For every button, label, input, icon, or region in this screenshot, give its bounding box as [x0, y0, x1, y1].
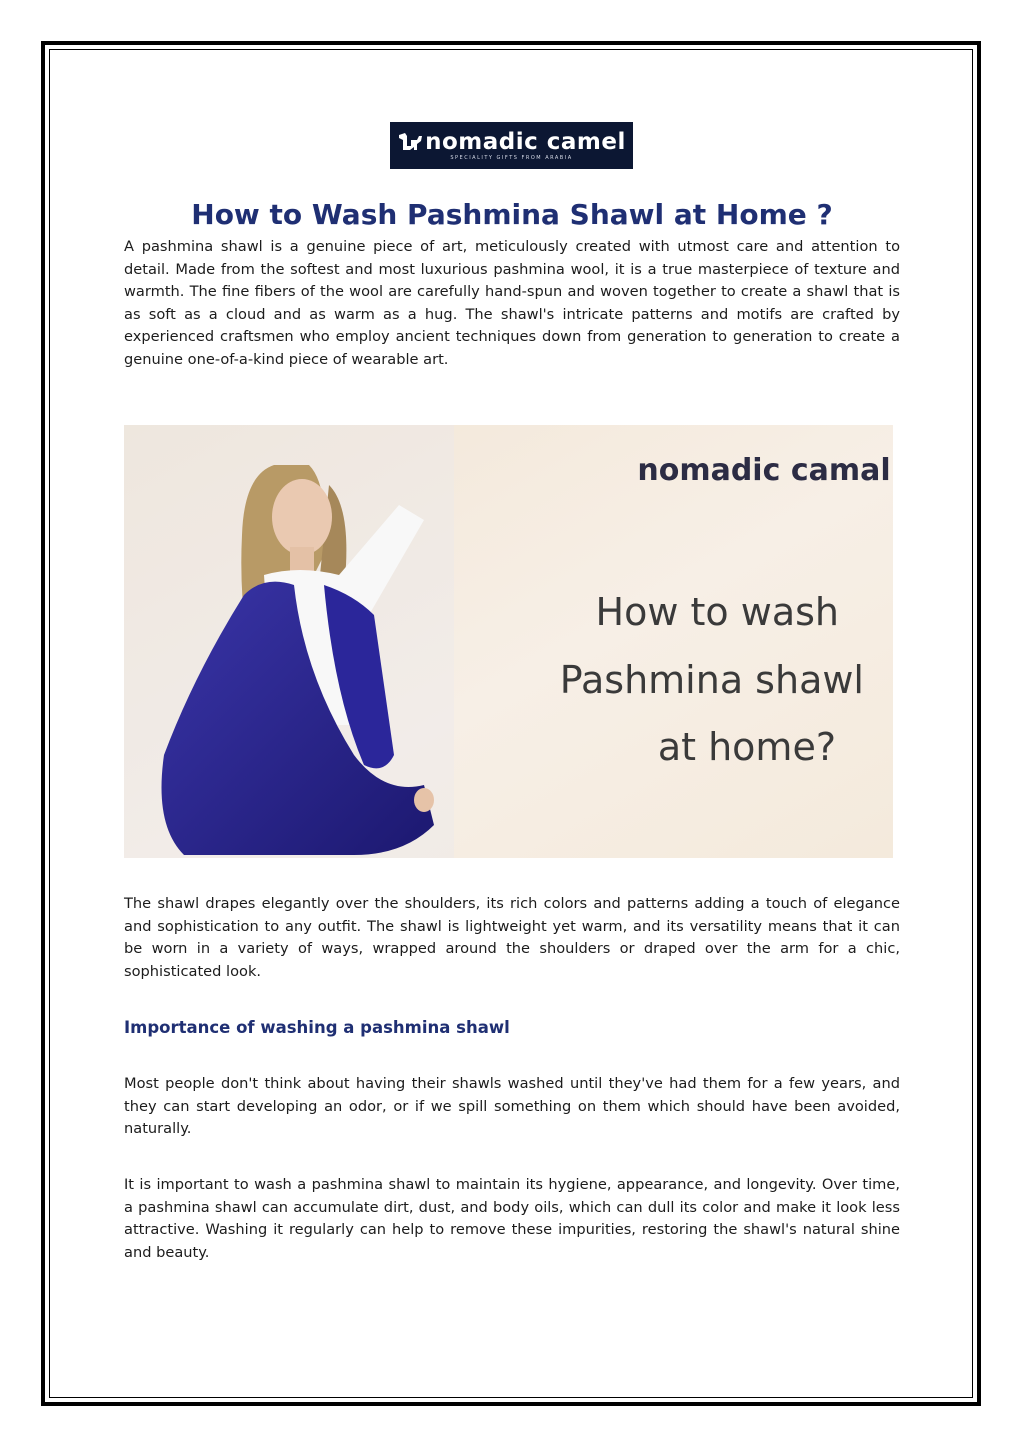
hero-caption-line-2: Pashmina shawl: [559, 658, 864, 702]
odor-paragraph: Most people don't think about having their shawls washed until they've had them for a few years, and they can start developing an odor, or if we spill something on them which should have been avoided, naturally.: [124, 1075, 900, 1138]
camel-icon: [397, 130, 423, 154]
drape-paragraph: The shawl drapes elegantly over the shoulders, its rich colors and patterns adding a touch of elegance and sophistication to any outfit. The shawl is lightweight yet warm, and its versatility means that it can be worn in a variety of ways, wrapped around the shoulders or draped over the arm for a chic, sophisticated look.: [124, 895, 900, 980]
article-title: How to Wash Pashmina Shawl at Home ?: [191, 198, 833, 231]
intro-paragraph: A pashmina shawl is a genuine piece of art, meticulously created with utmost care and attention to detail. Made from the softest and most luxurious pashmina wool, it is a true masterpiece of texture and warmth. The fine fibers of the wool are carefully hand-spun and woven together to create a shawl that is as soft as a cloud and as warm as a hug. The shawl's intricate patterns and motifs are crafted by experienced craftsmen who employ ancient techniques down from generation to generation to create a genuine one-of-a-kind piece of wearable art.: [124, 238, 900, 368]
brand-logo[interactable]: [390, 122, 633, 169]
section-heading: Importance of washing a pashmina shawl: [124, 1018, 510, 1037]
logo-tagline: SPECIALITY GIFTS FROM ARABIA: [450, 155, 573, 161]
hero-image: [124, 425, 893, 858]
hygiene-paragraph: It is important to wash a pashmina shawl to maintain its hygiene, appearance, and longevity. Over time, a pashmina shawl can accumulate dirt, dust, and body oils, which can dull its color and make it look less attractive. Washing it regularly can help to remove these impurities, restoring the shawl's natural shine and beauty.: [124, 1176, 900, 1261]
hero-caption-line-1: How to wash: [595, 590, 839, 634]
hero-caption-line-3: at home?: [657, 725, 836, 769]
hero-brand-text: nomadic camal: [637, 453, 891, 488]
logo-wordmark: nomadic camel: [425, 129, 626, 155]
